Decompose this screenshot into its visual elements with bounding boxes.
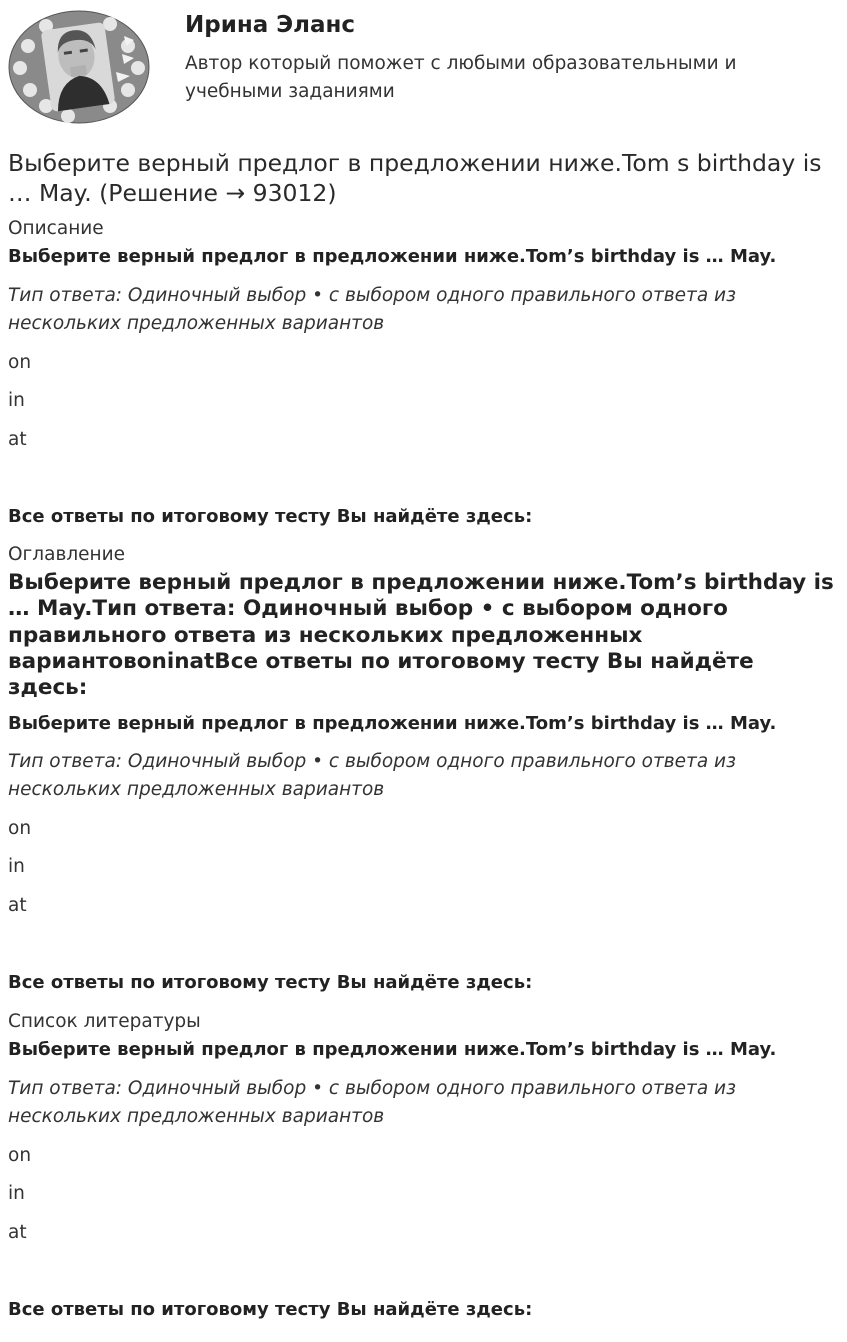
option-in: in bbox=[8, 1183, 25, 1204]
toc-heading[interactable]: Выберите верный предлог в предложении ниже.Tom’s birthday is … May.Тип ответа: Одиночный выбор • с выбором одного правильного ответа из нескольких предложенных вариантовoninatВсе ответы по итоговому тесту Вы найдёте здесь: bbox=[8, 570, 834, 701]
all-answers-link[interactable]: Все ответы по итоговому тесту Вы найдёте здесь: bbox=[8, 506, 533, 527]
answer-type: Тип ответа: Одиночный выбор • с выбором одного правильного ответа из нескольких предложенных вариантов bbox=[8, 751, 736, 800]
option-on: on bbox=[8, 818, 32, 839]
author-avatar bbox=[6, 6, 152, 128]
section-label-description: Описание bbox=[8, 218, 104, 239]
author-name[interactable]: Ирина Эланс bbox=[185, 12, 356, 38]
answer-type: Тип ответа: Одиночный выбор • с выбором одного правильного ответа из нескольких предложенных вариантов bbox=[8, 1078, 736, 1127]
option-at: at bbox=[8, 1222, 27, 1243]
option-on: on bbox=[8, 352, 32, 373]
option-in: in bbox=[8, 856, 25, 877]
all-answers-link[interactable]: Все ответы по итоговому тесту Вы найдёте здесь: bbox=[8, 972, 533, 993]
option-on: on bbox=[8, 1145, 32, 1166]
page-title: Выберите верный предлог в предложении ниже.Tom s birthday is … May. (Решение → 93012) bbox=[8, 149, 822, 207]
author-description: Автор который поможет с любыми образовательными и учебными заданиями bbox=[185, 53, 737, 102]
option-in: in bbox=[8, 390, 25, 411]
section-label-references: Список литературы bbox=[8, 1011, 201, 1032]
all-answers-link[interactable]: Все ответы по итоговому тесту Вы найдёте здесь: bbox=[8, 1299, 533, 1320]
option-at: at bbox=[8, 895, 27, 916]
question-text: Выберите верный предлог в предложении ниже.Tom’s birthday is … May. bbox=[8, 713, 777, 734]
section-label-toc: Оглавление bbox=[8, 544, 126, 565]
answer-type: Тип ответа: Одиночный выбор • с выбором одного правильного ответа из нескольких предложенных вариантов bbox=[8, 285, 736, 334]
author-card bbox=[0, 0, 847, 130]
option-at: at bbox=[8, 429, 27, 450]
question-text: Выберите верный предлог в предложении ниже.Tom’s birthday is … May. bbox=[8, 246, 777, 267]
question-text: Выберите верный предлог в предложении ниже.Tom’s birthday is … May. bbox=[8, 1039, 777, 1060]
